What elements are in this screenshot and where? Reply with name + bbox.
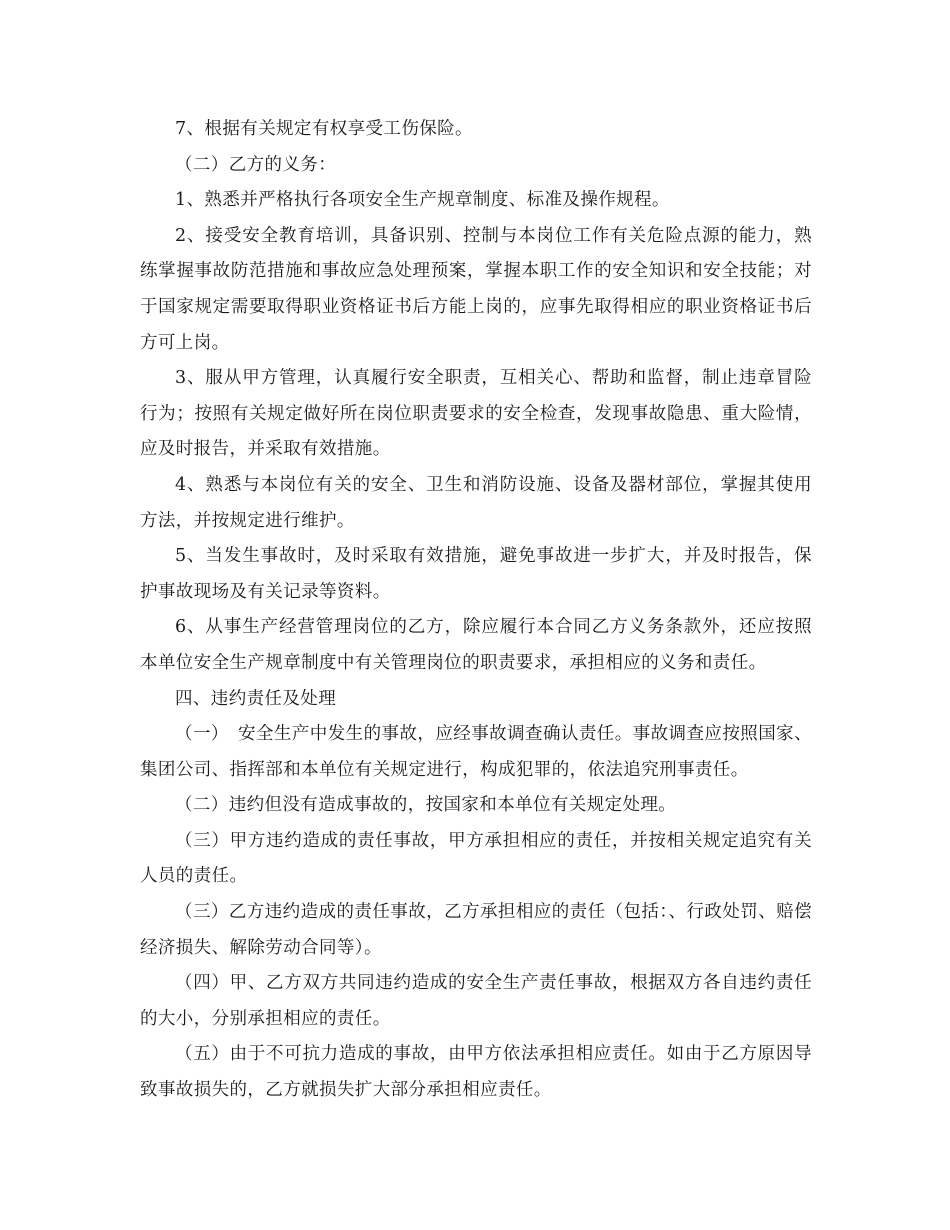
paragraph-liability-2: （二）违约但没有造成事故的，按国家和本单位有关规定处理。 (175, 795, 677, 816)
paragraph-liability-4: （四）甲、乙方双方共同违约造成的安全生产责任事故，根据双方各自违约责任的大小，分别承担相应的责任。 (140, 973, 812, 1029)
paragraph-obligation-1: 1、熟悉并严格执行各项安全生产规章制度、标准及操作规程。 (175, 190, 670, 211)
section-heading-breach-liability: 四、违约责任及处理 (175, 688, 337, 709)
section-heading-party-b-obligations: （二）乙方的义务： (175, 154, 337, 175)
paragraph-obligation-6: 6、从事生产经营管理岗位的乙方，除应履行本合同乙方义务条款外，还应按照本单位安全生产规章制度中有关管理岗位的职责要求，承担相应的义务和责任。 (140, 617, 812, 673)
paragraph-obligation-4: 4、熟悉与本岗位有关的安全、卫生和消防设施、设备及器材部位，掌握其使用方法，并按规定进行维护。 (140, 474, 812, 531)
paragraph-obligation-5: 5、当发生事故时，及时采取有效措施，避免事故进一步扩大，并及时报告，保护事故现场及有关记录等资料。 (140, 546, 812, 602)
paragraph-liability-5: （五）由于不可抗力造成的事故，由甲方依法承担相应责任。如由于乙方原因导致事故损失的，乙方就损失扩大部分承担相应责任。 (140, 1044, 812, 1101)
paragraph-obligation-2: 2、接受安全教育培训，具备识别、控制与本岗位工作有关危险点源的能力，熟练掌握事故防范措施和事故应急处理预案，掌握本职工作的安全知识和安全技能；对于国家规定需要取得职业资格证书后方能上岗的，应事先取得相应的职业资格证书后方可上岗。 (140, 225, 812, 353)
paragraph-liability-3b: （三）乙方违约造成的责任事故，乙方承担相应的责任（包括：、行政处罚、赔偿经济损失、解除劳动合同等）。 (140, 902, 812, 958)
paragraph-liability-1: （一） 安全生产中发生的事故，应经事故调查确认责任。事故调查应按照国家、集团公司、指挥部和本单位有关规定进行，构成犯罪的，依法追究刑事责任。 (140, 724, 812, 780)
paragraph-rights-7: 7、根据有关规定有权享受工伤保险。 (175, 119, 473, 139)
document-body (140, 112, 812, 1109)
paragraph-liability-3a: （三）甲方违约造成的责任事故，甲方承担相应的责任，并按相关规定追究有关人员的责任。 (140, 830, 812, 887)
paragraph-obligation-3: 3、服从甲方管理，认真履行安全职责，互相关心、帮助和监督，制止违章冒险行为；按照有关规定做好所在岗位职责要求的安全检查，发现事故隐患、重大险情，应及时报告，并采取有效措施。 (140, 368, 812, 460)
